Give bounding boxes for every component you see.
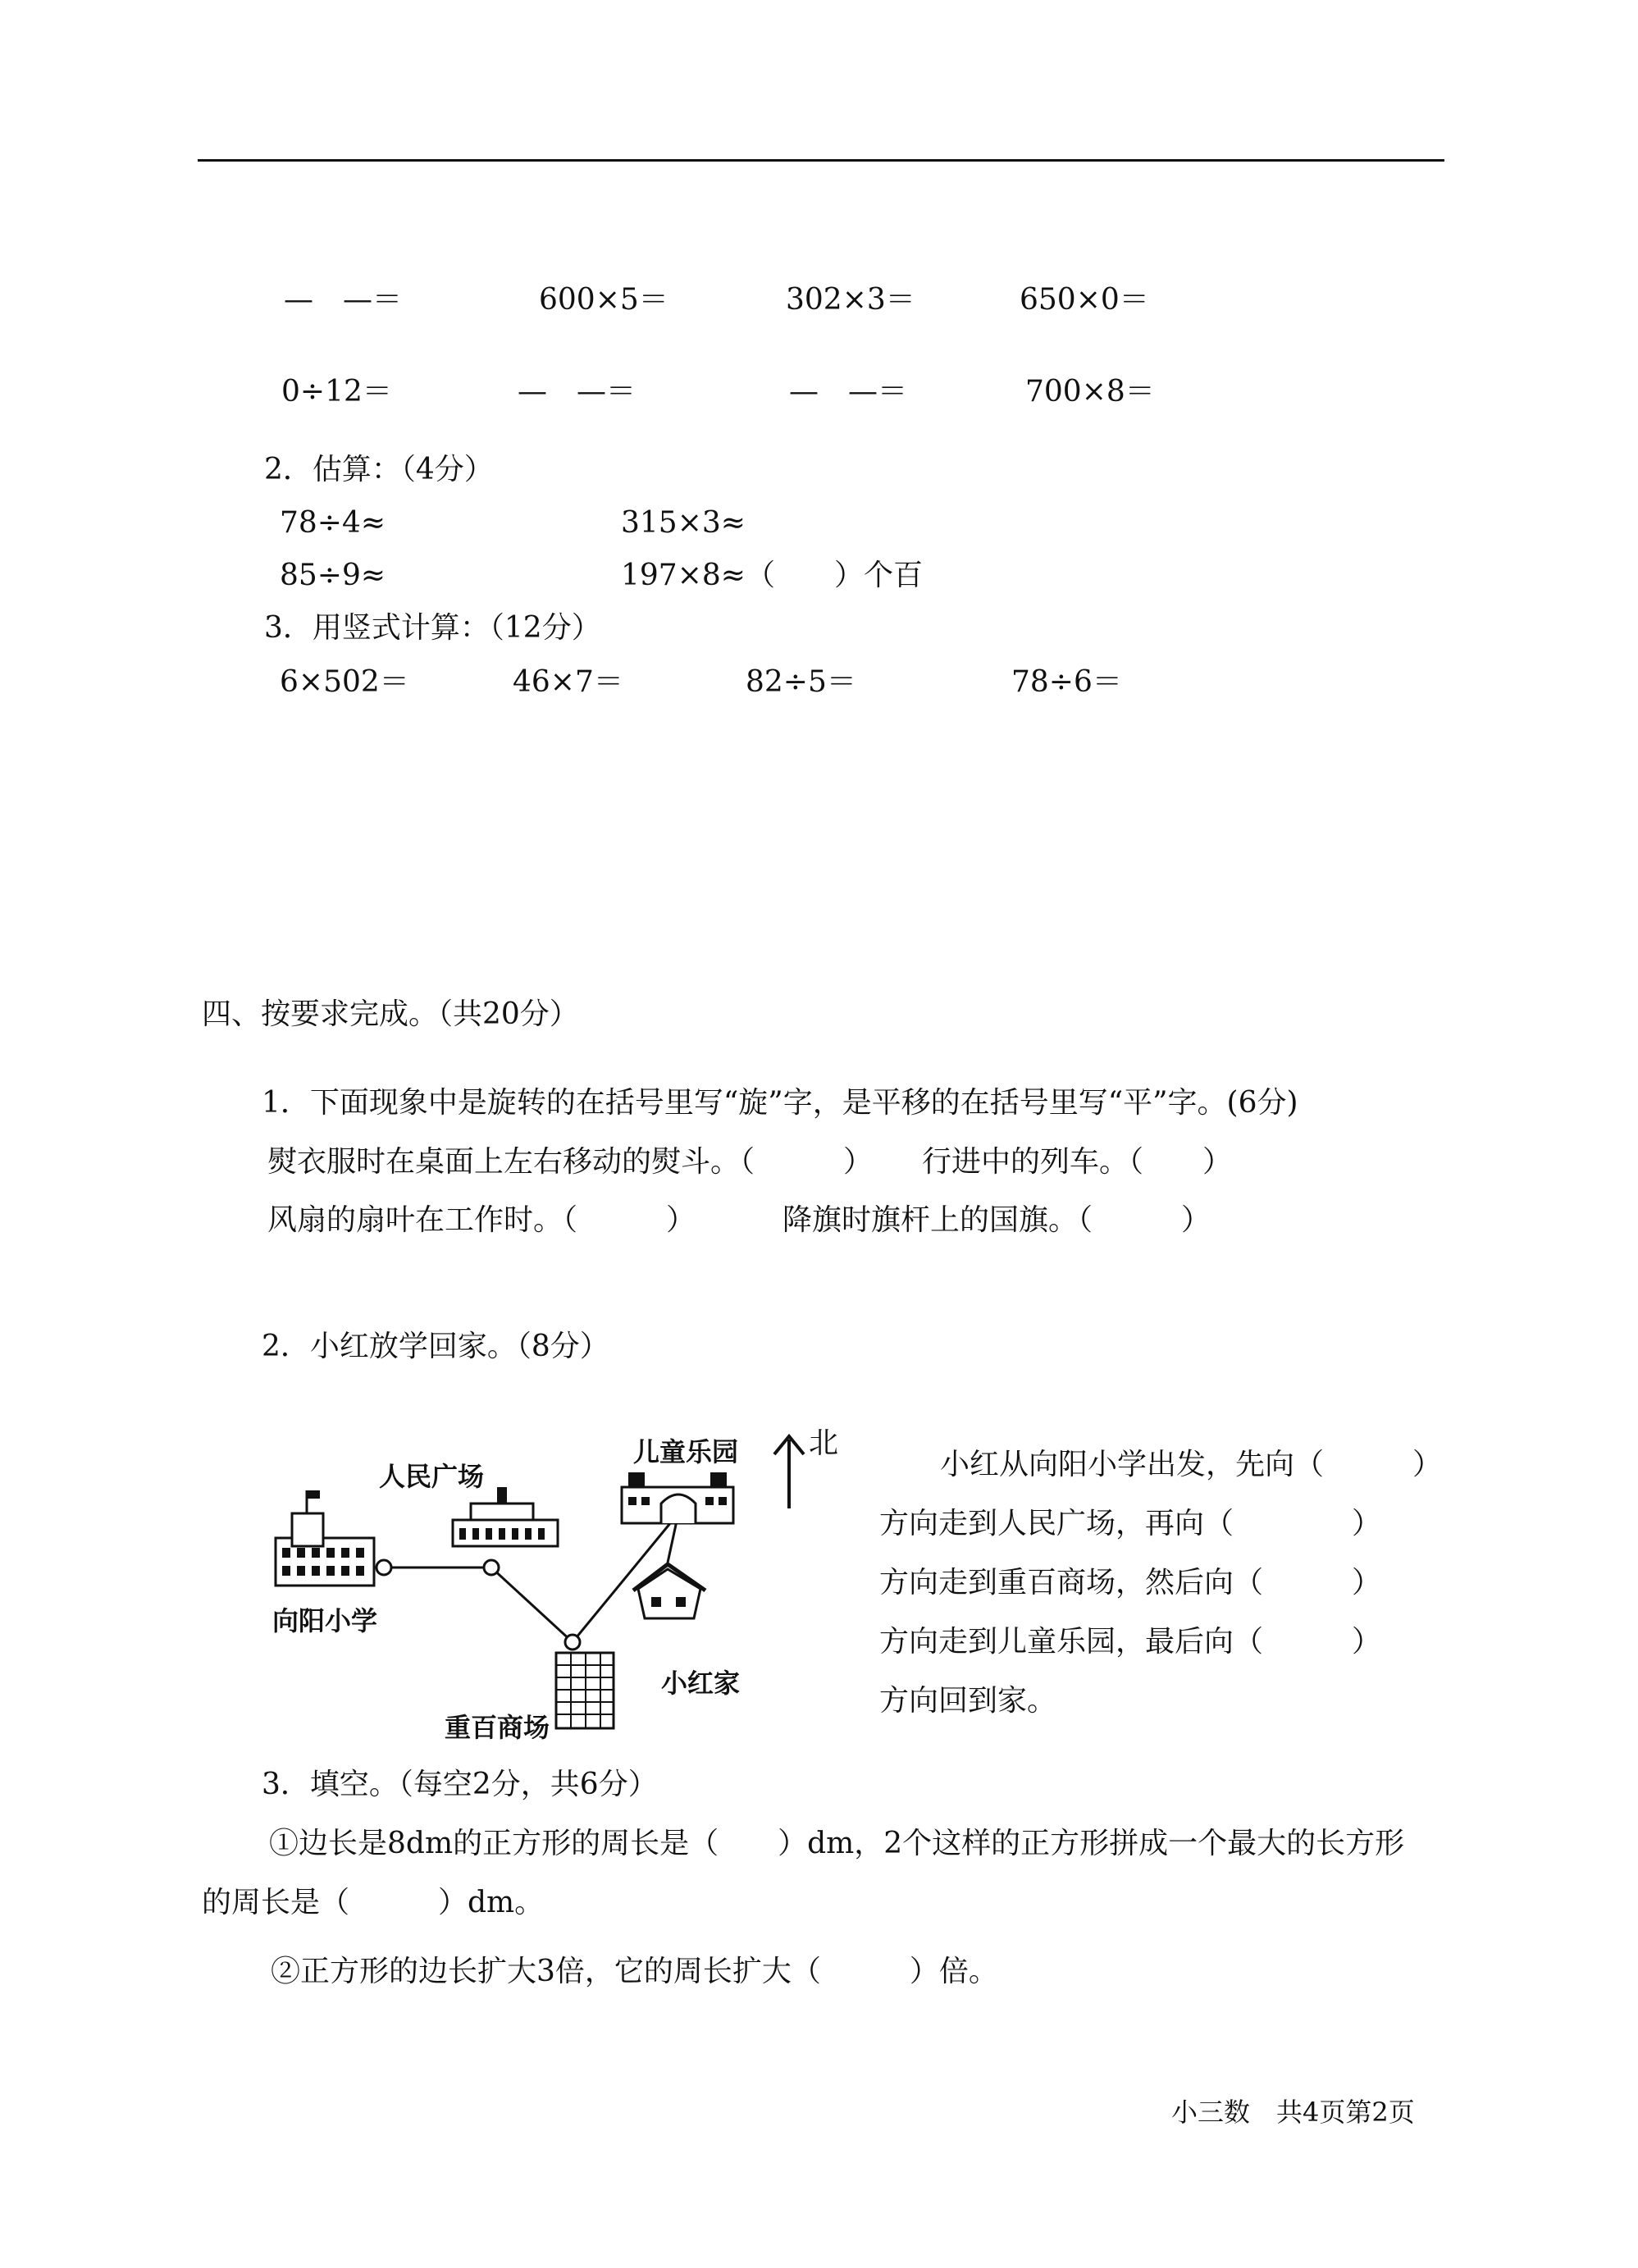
estimate-heading: 2．估算：（4分）: [264, 453, 494, 486]
q2-line-4: 方向走到儿童乐园，最后向（ ）: [879, 1625, 1382, 1659]
route-map: [267, 1415, 858, 1745]
vertical-item-3: 82÷5＝: [746, 665, 856, 699]
fraction-calc-2: — —＝: [518, 375, 636, 408]
calc-600x5: 600×5＝: [539, 283, 668, 317]
q1-item-iron: 熨衣服时在桌面上左右移动的熨斗。（ ）: [267, 1145, 874, 1179]
q3-heading: 3．填空。（每空2分，共6分）: [262, 1768, 658, 1801]
estimate-item-4: 197×8≈（ ）个百: [621, 559, 923, 592]
label-home: 小红家: [661, 1668, 741, 1699]
q1-instruction: 1．下面现象中是旋转的在括号里写“旋”字，是平移的在括号里写“平”字。(6分): [262, 1086, 1298, 1120]
label-square: 人民广场: [379, 1461, 485, 1492]
label-mall: 重百商场: [445, 1712, 550, 1743]
mall-building-icon: [556, 1653, 614, 1728]
q2-line-2: 方向走到人民广场，再向（ ）: [879, 1507, 1382, 1540]
calc-0div12: 0÷12＝: [281, 375, 392, 408]
section4-heading: 四、按要求完成。（共20分）: [202, 997, 579, 1031]
node-square: [484, 1560, 499, 1575]
estimate-item-1: 78÷4≈: [280, 506, 386, 540]
estimate-item-2: 315×3≈: [621, 506, 746, 540]
q3-part2: ②正方形的边长扩大3倍，它的周长扩大（ ）倍。: [271, 1955, 998, 1988]
node-school: [376, 1560, 391, 1575]
vertical-heading: 3．用竖式计算：（12分）: [264, 611, 601, 645]
q2-heading: 2．小红放学回家。（8分）: [262, 1330, 609, 1363]
north-arrow-icon: [774, 1436, 804, 1508]
label-park: 儿童乐园: [633, 1436, 739, 1467]
q1-item-flag: 降旗时旗杆上的国旗。（ ）: [782, 1203, 1211, 1237]
vertical-item-4: 78÷6＝: [1011, 665, 1122, 699]
q2-line-5: 方向回到家。: [879, 1684, 1057, 1718]
fraction-calc-1: — —＝: [284, 283, 403, 317]
vertical-item-1: 6×502＝: [280, 665, 409, 699]
fraction-calc-3: — —＝: [789, 375, 908, 408]
calc-302x3: 302×3＝: [786, 283, 915, 317]
header-rule: [198, 159, 1444, 162]
vertical-item-2: 46×7＝: [513, 665, 623, 699]
q2-line-1: 小红从向阳小学出发，先向（ ）: [940, 1448, 1443, 1481]
home-house-icon: [633, 1564, 705, 1618]
calc-650x0: 650×0＝: [1020, 283, 1149, 317]
label-north: 北: [809, 1426, 839, 1460]
q1-item-train: 行进中的列车。（ ）: [922, 1145, 1233, 1179]
q3-part1-line2: 的周长是（ ）dm。: [202, 1886, 545, 1919]
park-gate-icon: [622, 1472, 733, 1523]
page-footer: 小三数 共4页第2页: [1171, 2097, 1415, 2128]
school-building-icon: [276, 1490, 374, 1586]
node-mall: [565, 1635, 580, 1650]
q3-part1-line1: ①边长是8dm的正方形的周长是（ ）dm，2个这样的正方形拼成一个最大的长方形: [269, 1827, 1405, 1860]
q1-item-fan: 风扇的扇叶在工作时。（ ）: [267, 1203, 696, 1237]
label-school: 向阳小学: [272, 1605, 378, 1636]
calc-700x8: 700×8＝: [1025, 375, 1155, 408]
q2-line-3: 方向走到重百商场，然后向（ ）: [879, 1566, 1382, 1599]
estimate-item-3: 85÷9≈: [280, 559, 386, 592]
square-building-icon: [453, 1487, 558, 1546]
